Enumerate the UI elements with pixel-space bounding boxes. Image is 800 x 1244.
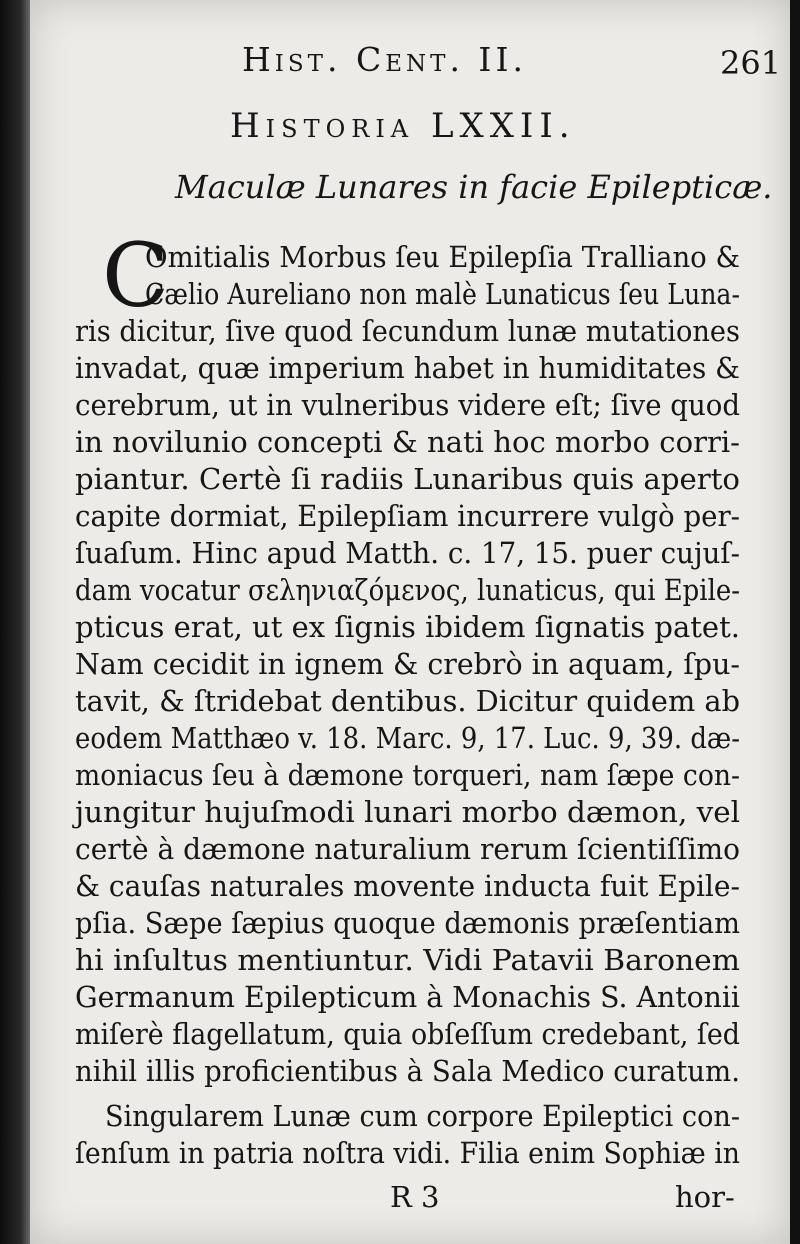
body-line: miſerè flagellatum, quia obſeſſum credebant, ſed <box>75 1018 740 1051</box>
body-line: dam vocatur σεληνιαζόμενος, lunaticus, qui Epile- <box>75 574 740 607</box>
drop-cap: C <box>102 224 170 327</box>
body-line: piantur. Certè ſi radiis Lunaribus quis aperto <box>75 463 740 496</box>
body-line: pſia. Sæpe ſæpius quoque dæmonis præſentiam <box>75 907 740 940</box>
body-line: moniacus ſeu à dæmone torqueri, nam ſæpe con- <box>75 759 740 792</box>
body-line: eodem Matthæo v. 18. Marc. 9, 17. Luc. 9, 39. dæ- <box>75 722 740 755</box>
body-line: nihil illis proficientibus à Sala Medico curatum. <box>75 1055 740 1088</box>
body-line: pticus erat, ut ex ſignis ibidem ſignatis patet. <box>75 611 740 644</box>
body-line: in novilunio concepti & nati hoc morbo corri- <box>75 426 740 459</box>
body-line: hi inſultus mentiuntur. Vidi Patavii Baronem <box>75 944 740 977</box>
body-line: & cauſas naturales movente inducta fuit Epile- <box>75 870 740 903</box>
book-page <box>30 0 790 1244</box>
body-line: capite dormiat, Epilepſiam incurrere vulgò per- <box>75 500 740 533</box>
body-line: tavit, & ſtridebat dentibus. Dicitur quidem ab <box>75 685 740 718</box>
page-gutter-shadow <box>0 0 30 1244</box>
body-line: Nam cecidit in ignem & crebrò in aquam, ſpu- <box>75 648 740 681</box>
chapter-heading: Historia LXXII. <box>230 106 576 146</box>
body-line: jungitur hujuſmodi lunari morbo dæmon, vel <box>75 796 741 829</box>
body-line: Cælio Aureliano non malè Lunaticus ſeu Luna- <box>145 278 740 311</box>
body-line: invadat, quæ imperium habet in humiditates & <box>75 352 740 385</box>
body-line: Singularem Lunæ cum corpore Epileptici con- <box>105 1100 740 1133</box>
body-line: ris dicitur, ſive quod ſecundum lunæ mutationes <box>75 315 740 348</box>
chapter-subtitle: Maculæ Lunares in facie Epilepticæ. <box>175 168 773 206</box>
body-line: certè à dæmone naturalium rerum ſcientiſſimo <box>75 833 740 866</box>
page-number: 261 <box>720 44 782 82</box>
body-line: ſenſum in patria noſtra vidi. Filia enim Sophiæ in <box>75 1137 740 1170</box>
catchword: hor- <box>675 1180 735 1214</box>
signature-mark: R 3 <box>390 1180 440 1214</box>
running-head: Hist. Cent. II. <box>242 40 527 79</box>
body-line: Omitialis Morbus ſeu Epilepſia Tralliano & <box>145 241 740 274</box>
body-line: Germanum Epilepticum à Monachis S. Antonii <box>75 981 740 1014</box>
body-line: cerebrum, ut in vulneribus videre eſt; ſive quod <box>75 389 740 422</box>
body-line: ſuaſum. Hinc apud Matth. c. 17, 15. puer cujuſ- <box>75 537 740 570</box>
